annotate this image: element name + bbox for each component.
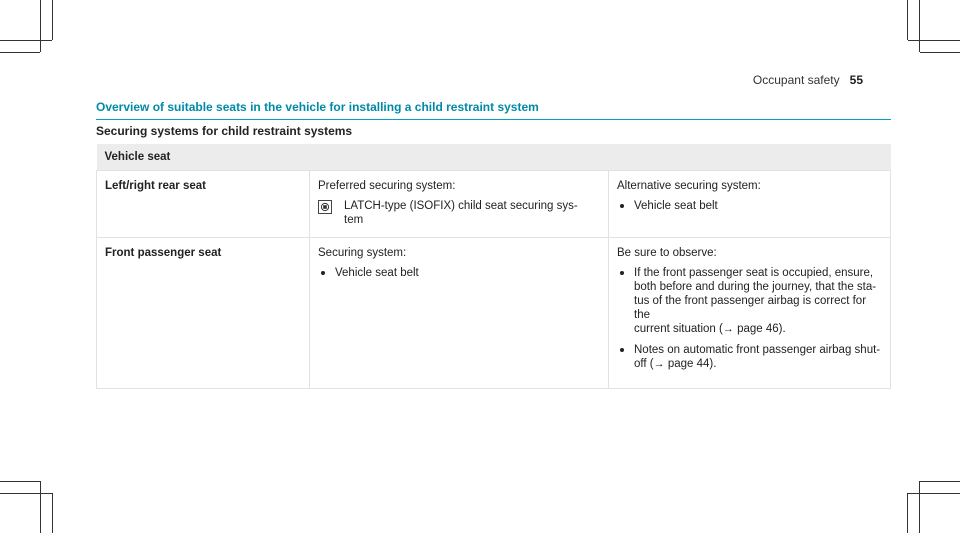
- cell-observe: [609, 238, 891, 389]
- seat-table: [96, 144, 891, 389]
- arrow-icon: →: [722, 323, 734, 335]
- crop-mark-br-h2: [908, 493, 960, 494]
- cell-alternative-system: [609, 171, 891, 238]
- cell-securing-system: [310, 238, 609, 389]
- crop-mark-bl-v: [40, 481, 41, 533]
- row-label-front-passenger-seat: Front passenger seat: [97, 238, 310, 389]
- section-title: Overview of suitable seats in the vehicle for installing a child restraint system: [96, 100, 891, 120]
- bullet-line: off (: [634, 358, 654, 370]
- table-header-row: [97, 144, 891, 171]
- bullet-list: [617, 266, 882, 371]
- crop-mark-bl-v2: [52, 493, 53, 533]
- running-header: [753, 73, 863, 87]
- crop-mark-bl-h2: [0, 493, 52, 494]
- bullet-line: Notes on automatic front passenger airbag shut-: [634, 344, 881, 356]
- crop-mark-tr-v: [919, 0, 920, 52]
- bullet-line: If the front passenger seat is occupied, ensure,: [634, 267, 874, 279]
- isofix-text-line-1: LATCH-type (ISOFIX) child seat securing sys-: [344, 200, 578, 212]
- crop-mark-br-v: [919, 481, 920, 533]
- header-section-name: Occupant safety: [752, 73, 840, 87]
- cell-intro: Alternative securing system:: [617, 180, 761, 192]
- page-reference-link[interactable]: page 44).: [667, 358, 717, 370]
- crop-mark-tl-h2: [0, 52, 40, 53]
- crop-mark-tr-h2: [920, 52, 960, 53]
- cell-intro: Securing system:: [318, 247, 407, 259]
- table-row: [97, 171, 891, 238]
- crop-mark-bl-h: [0, 481, 40, 482]
- subtitle: Securing systems for child restraint systems: [96, 124, 353, 138]
- crop-mark-tl-v: [40, 0, 41, 52]
- cell-preferred-system: [310, 171, 609, 238]
- bullet-line: current situation (: [634, 323, 723, 335]
- isofix-line: [318, 199, 600, 227]
- bullet-list: [318, 266, 600, 280]
- isofix-text: [344, 199, 578, 227]
- bullet-line: both before and during the journey, that the sta-: [634, 281, 877, 293]
- crop-mark-tl-v2: [52, 0, 53, 40]
- bullet-list: [617, 199, 882, 213]
- crop-mark-tr-v2: [907, 0, 908, 40]
- list-item: Vehicle seat belt: [318, 266, 600, 280]
- list-item: [617, 266, 882, 336]
- isofix-text-line-2: tem: [344, 214, 364, 226]
- cell-intro: Preferred securing system:: [318, 180, 456, 192]
- cell-intro: Be sure to observe:: [617, 247, 717, 259]
- crop-mark-br-v2: [907, 493, 908, 533]
- bullet-line: tus of the front passenger airbag is correct for the: [634, 295, 867, 321]
- row-label-rear-seat: Left/right rear seat: [97, 171, 310, 238]
- table-header-vehicle-seat: Vehicle seat: [97, 144, 891, 171]
- page-number: 55: [849, 73, 863, 87]
- isofix-icon: [318, 200, 332, 214]
- crop-mark-tr-h: [908, 40, 960, 41]
- table-row: [97, 238, 891, 389]
- page-reference-link[interactable]: page 46).: [737, 323, 786, 335]
- list-item: [617, 343, 882, 371]
- crop-mark-tl-h: [0, 40, 52, 41]
- arrow-icon: →: [653, 358, 665, 370]
- crop-mark-br-h: [920, 481, 960, 482]
- list-item: Vehicle seat belt: [617, 199, 882, 213]
